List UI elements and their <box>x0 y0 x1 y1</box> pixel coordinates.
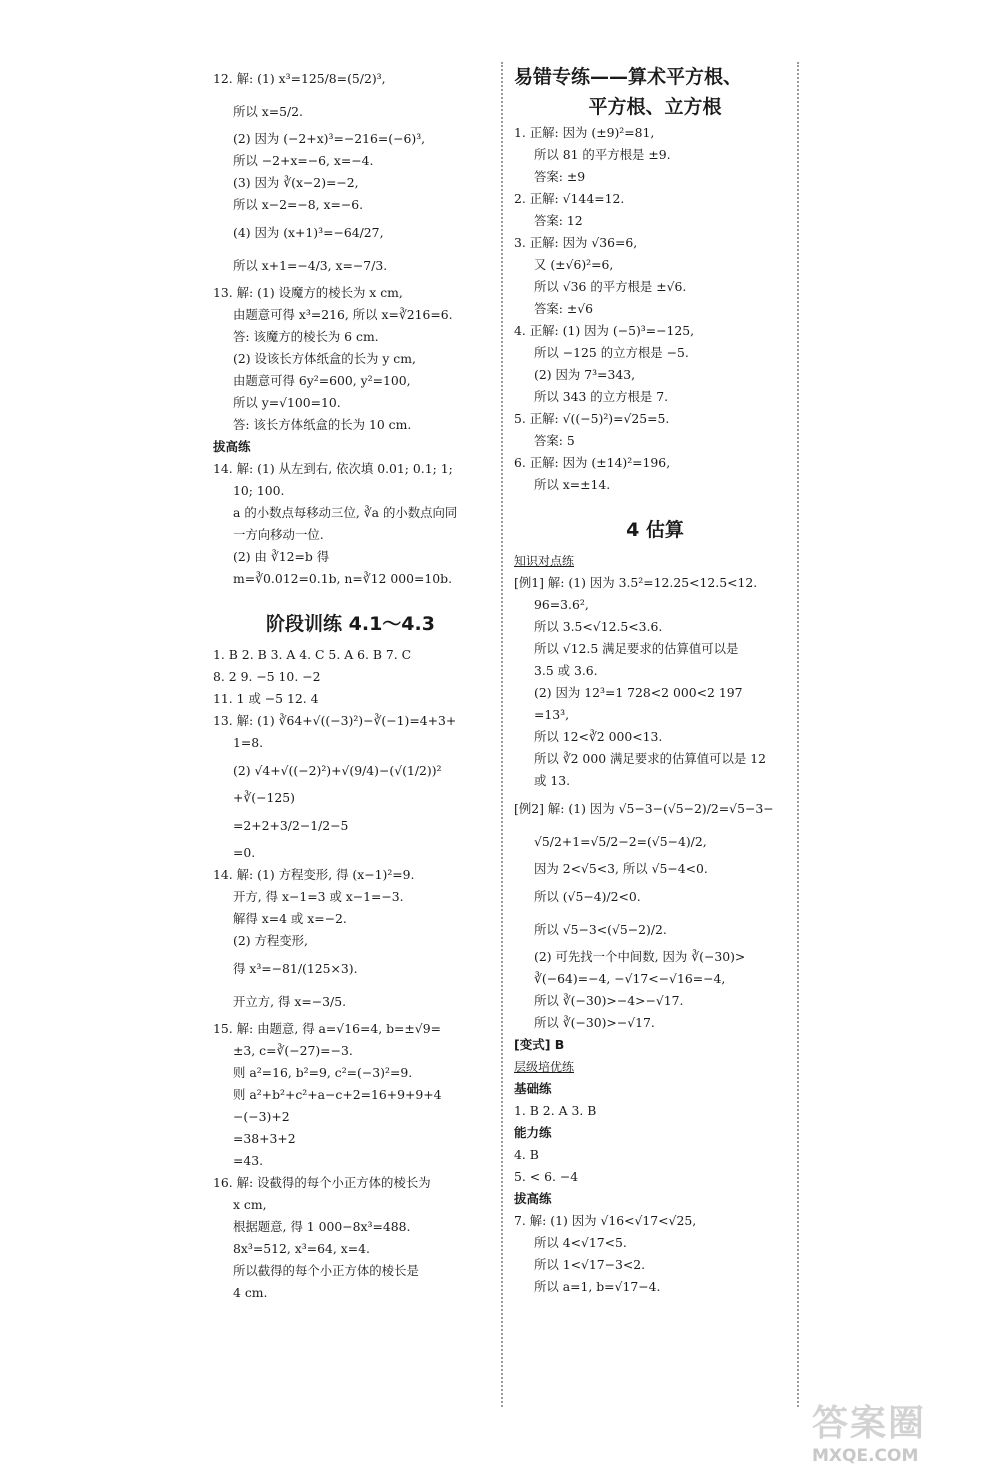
right-line: 所以 √36 的平方根是 ±√6. <box>534 279 687 294</box>
left-line: 14. 解: (1) 从左到右, 依次填 0.01; 0.1; 1; <box>213 461 453 476</box>
watermark-url: MXQE.COM <box>812 1446 919 1466</box>
left-line: 则 a²+b²+c²+a−c+2=16+9+9+4 <box>233 1087 442 1102</box>
right-line: 知识对点练 <box>514 554 575 568</box>
right-column <box>514 62 796 1298</box>
right-line: 基础练 <box>514 1081 552 1096</box>
right-line: 所以 √12.5 满足要求的估算值可以是 <box>534 641 739 656</box>
right-line: 因为 2<√5<3, 所以 √5−4<0. <box>534 861 708 876</box>
right-line: [例1] 解: (1) 因为 3.5²=12.25<12.5<12. <box>514 575 758 590</box>
right-line: 2. 正解: √144=12. <box>514 191 625 206</box>
left-line: 1. B 2. B 3. A 4. C 5. A 6. B 7. C <box>213 647 412 662</box>
right-line: 所以 x=±14. <box>534 477 611 492</box>
right-line: 3. 正解: 因为 √36=6, <box>514 235 638 250</box>
right-line: 96=3.6², <box>534 597 589 612</box>
right-line: 又 (±√6)²=6, <box>534 257 614 272</box>
right-line: 平方根、立方根 <box>588 96 722 118</box>
left-line: 14. 解: (1) 方程变形, 得 (x−1)²=9. <box>213 867 415 882</box>
right-line: 所以 81 的平方根是 ±9. <box>534 147 671 162</box>
right-line: 所以 343 的立方根是 7. <box>534 389 669 404</box>
right-line: 所以 ∛(−30)>−√17. <box>534 1015 655 1030</box>
left-line: 12. 解: (1) x³=125/8=(5/2)³, <box>213 71 386 86</box>
left-line: 15. 解: 由题意, 得 a=√16=4, b=±√9= <box>213 1021 441 1036</box>
left-line: a 的小数点每移动三位, ∛a 的小数点向同 <box>233 505 458 520</box>
right-line: 能力练 <box>514 1125 552 1140</box>
left-line: 由题意可得 6y²=600, y²=100, <box>233 373 411 388</box>
right-line: 4. 正解: (1) 因为 (−5)³=−125, <box>514 323 695 338</box>
left-line: 所以 −2+x=−6, x=−4. <box>233 153 374 168</box>
left-line <box>213 590 488 604</box>
right-line: 所以 3.5<√12.5<3.6. <box>534 619 663 634</box>
left-line: 开方, 得 x−1=3 或 x−1=−3. <box>233 889 404 904</box>
left-line: 拔高练 <box>213 439 251 454</box>
right-line: 答案: 5 <box>534 433 575 448</box>
right-line: 4 估算 <box>626 519 684 541</box>
left-line: 13. 解: (1) 设魔方的棱长为 x cm, <box>213 285 403 300</box>
left-line: 11. 1 或 −5 12. 4 <box>213 691 319 706</box>
left-line: 答: 该长方体纸盒的长为 10 cm. <box>233 417 412 432</box>
right-line: 1. 正解: 因为 (±9)²=81, <box>514 125 655 140</box>
left-line: 8x³=512, x³=64, x=4. <box>233 1241 370 1256</box>
left-line: −(−3)+2 <box>233 1109 290 1124</box>
left-line: (3) 因为 ∛(x−2)=−2, <box>233 175 359 190</box>
left-line: (2) 因为 (−2+x)³=−216=(−6)³, <box>233 131 426 146</box>
right-line: 3.5 或 3.6. <box>534 663 598 678</box>
right-line: 层级培优练 <box>514 1060 575 1074</box>
right-line: 答案: 12 <box>534 213 583 228</box>
right-line: 5. < 6. −4 <box>514 1169 579 1184</box>
left-line: (4) 因为 (x+1)³=−64/27, <box>233 225 384 240</box>
watermark-logo-text: 答案圈 <box>812 1403 927 1444</box>
right-line: (2) 可先找一个中间数, 因为 ∛(−30)> <box>534 949 746 964</box>
right-line: ∛(−64)=−4, −√17<−√16=−4, <box>534 971 726 986</box>
column-divider <box>501 62 503 1407</box>
right-line: 所以 12<∛2 000<13. <box>534 729 663 744</box>
left-line: 16. 解: 设截得的每个小正方体的棱长为 <box>213 1175 431 1190</box>
right-line: 所以 4<√17<5. <box>534 1235 627 1250</box>
left-line: x cm, <box>233 1197 267 1212</box>
right-line: (2) 因为 12³=1 728<2 000<2 197 <box>534 685 743 700</box>
right-line: [变式] B <box>514 1037 565 1052</box>
right-line: 所以 √5−3<(√5−2)/2. <box>534 922 667 937</box>
right-line: 答案: ±9 <box>534 169 586 184</box>
left-line: 由题意可得 x³=216, 所以 x=∛216=6. <box>233 307 453 322</box>
right-line: 1. B 2. A 3. B <box>514 1103 597 1118</box>
right-line <box>514 496 796 510</box>
right-line: =13³, <box>534 707 570 722</box>
left-line: =43. <box>233 1153 264 1168</box>
right-line: 易错专练——算术平方根、 <box>514 66 743 88</box>
left-line: 答: 该魔方的棱长为 6 cm. <box>233 329 379 344</box>
left-line: 解得 x=4 或 x=−2. <box>233 911 347 926</box>
right-line: 所以 a=1, b=√17−4. <box>534 1279 661 1294</box>
left-line: ±3, c=∛(−27)=−3. <box>233 1043 353 1058</box>
right-line: 或 13. <box>534 773 571 788</box>
left-line: 一方向移动一位. <box>233 527 324 542</box>
left-line: 根据题意, 得 1 000−8x³=488. <box>233 1219 411 1234</box>
right-line: 拔高练 <box>514 1191 552 1206</box>
left-line: =0. <box>233 845 256 860</box>
left-line: 所以 x=5/2. <box>233 104 303 119</box>
left-line: 则 a²=16, b²=9, c²=(−3)²=9. <box>233 1065 413 1080</box>
right-line: (2) 因为 7³=343, <box>534 367 636 382</box>
left-line: 得 x³=−81/(125×3). <box>233 961 358 976</box>
right-line: 6. 正解: 因为 (±14)²=196, <box>514 455 671 470</box>
left-line: 10; 100. <box>233 483 285 498</box>
left-line: 开立方, 得 x=−3/5. <box>233 994 347 1009</box>
left-line: 13. 解: (1) ∛64+√((−3)²)−∛(−1)=4+3+ <box>213 713 457 728</box>
left-line: 阶段训练 4.1～4.3 <box>266 613 435 635</box>
right-margin-rule <box>797 62 799 1407</box>
right-line: √5/2+1=√5/2−2=(√5−4)/2, <box>534 834 707 849</box>
left-line: (2) √4+√((−2)²)+√(9/4)−(√(1/2))² <box>233 763 442 778</box>
left-line: (2) 设该长方体纸盒的长为 y cm, <box>233 351 416 366</box>
left-line: m=∛0.012=0.1b, n=∛12 000=10b. <box>233 571 453 586</box>
left-line: 1=8. <box>233 735 264 750</box>
watermark <box>812 1395 972 1467</box>
left-line: 所以 x+1=−4/3, x=−7/3. <box>233 258 388 273</box>
left-line: 所以 x−2=−8, x=−6. <box>233 197 364 212</box>
right-line: 4. B <box>514 1147 539 1162</box>
left-column <box>213 62 488 1304</box>
left-line: +∛(−125) <box>233 790 295 805</box>
left-line: 4 cm. <box>233 1285 268 1300</box>
left-line: 所以 y=√100=10. <box>233 395 341 410</box>
left-line: 所以截得的每个小正方体的棱长是 <box>233 1263 419 1278</box>
left-line: 8. 2 9. −5 10. −2 <box>213 669 321 684</box>
right-line: [例2] 解: (1) 因为 √5−3−(√5−2)/2=√5−3− <box>514 801 774 816</box>
right-line: 所以 ∛(−30)>−4>−√17. <box>534 993 684 1008</box>
left-line: (2) 由 ∛12=b 得 <box>233 549 330 564</box>
right-line: 7. 解: (1) 因为 √16<√17<√25, <box>514 1213 697 1228</box>
right-line: 所以 −125 的立方根是 −5. <box>534 345 689 360</box>
left-line: =38+3+2 <box>233 1131 296 1146</box>
left-line: (2) 方程变形, <box>233 933 308 948</box>
right-line: 所以 (√5−4)/2<0. <box>534 889 641 904</box>
right-line: 5. 正解: √((−5)²)=√25=5. <box>514 411 670 426</box>
left-line: =2+2+3/2−1/2−5 <box>233 818 349 833</box>
right-line: 所以 1<√17−3<2. <box>534 1257 646 1272</box>
right-line: 所以 ∛2 000 满足要求的估算值可以是 12 <box>534 751 767 766</box>
right-line: 答案: ±√6 <box>534 301 594 316</box>
